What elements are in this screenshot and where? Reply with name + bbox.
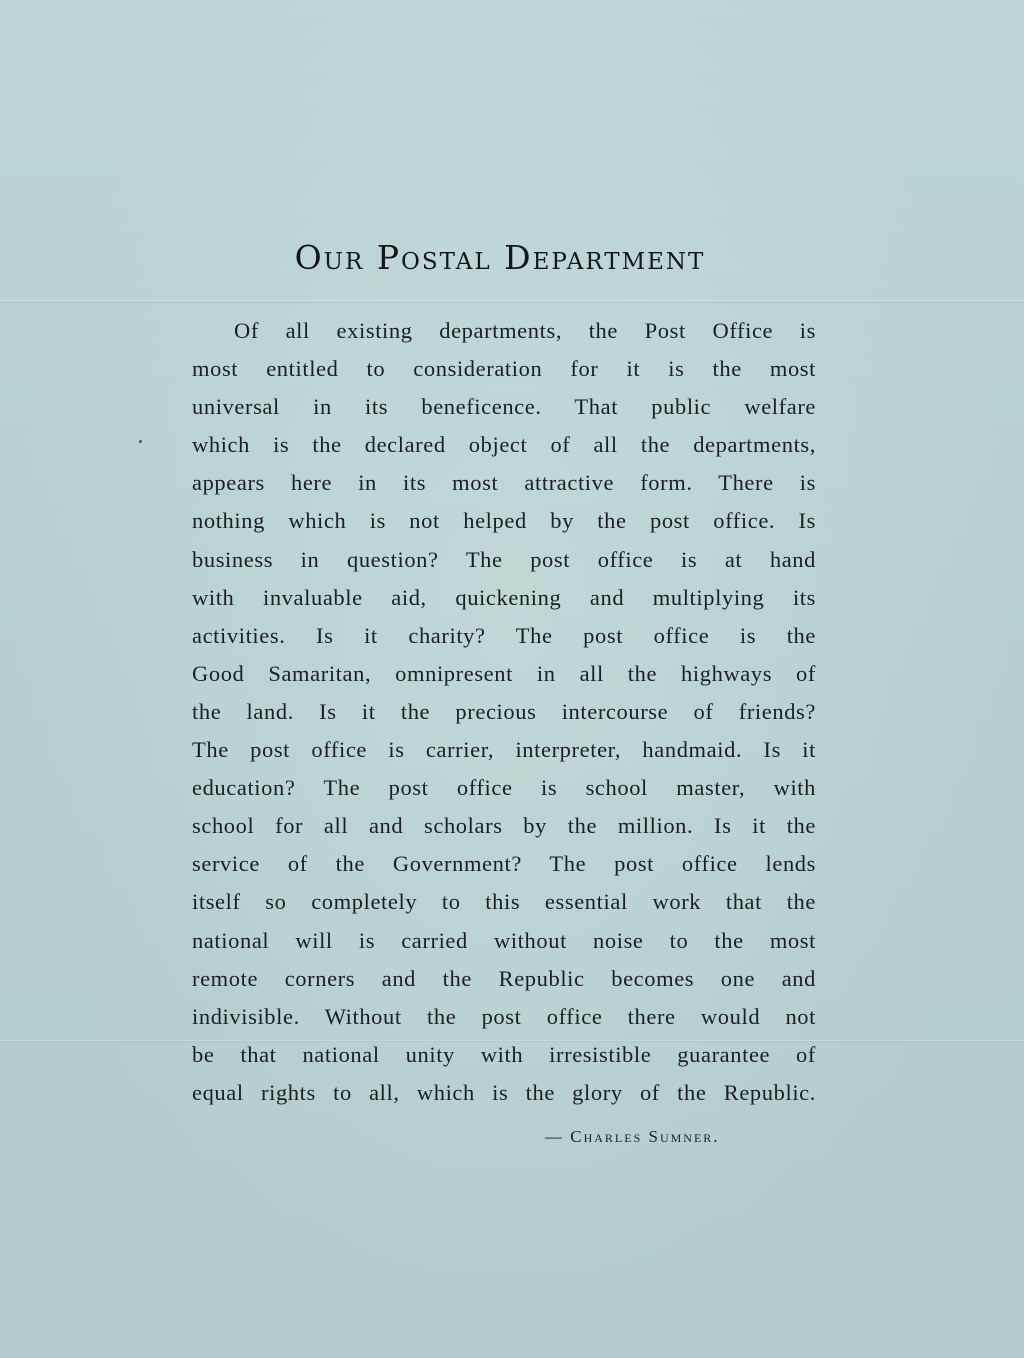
text-line: national will is carried without noise to the most — [192, 927, 816, 953]
text-line: itself so completely to this essential work that the — [192, 889, 816, 915]
attribution: — Charles Sumner. — [545, 1127, 720, 1146]
text-line: nothing which is not helped by the post office. Is — [192, 508, 816, 534]
text-line: education? The post office is school master, with — [192, 775, 816, 801]
text-line: the land. Is it the precious intercourse of friends? — [192, 698, 816, 724]
document-title: Our Postal Department — [294, 238, 706, 277]
text-line: The post office is carrier, interpreter, handmaid. Is it — [192, 737, 816, 763]
text-line: appears here in its most attractive form. There is — [192, 470, 816, 496]
text-line: universal in its beneficence. That public welfare — [192, 394, 816, 420]
text-line: service of the Government? The post office lends — [192, 851, 816, 877]
text-line: with invaluable aid, quickening and multiplying its — [192, 584, 816, 610]
paper-speck — [139, 440, 142, 443]
text-line: remote corners and the Republic becomes one and — [192, 965, 816, 991]
text-line: school for all and scholars by the million. Is it the — [192, 813, 816, 839]
text-line: most entitled to consideration for it is the most — [192, 356, 816, 382]
text-line: business in question? The post office is at hand — [192, 546, 816, 572]
paper-fold-upper — [0, 300, 1024, 303]
text-line: indivisible. Without the post office there would not — [192, 1003, 816, 1029]
text-line: equal rights to all, which is the glory of the Republic. — [192, 1079, 816, 1105]
text-line: be that national unity with irresistible guarantee of — [192, 1041, 816, 1067]
text-line: Of all existing departments, the Post Office is — [234, 318, 816, 343]
text-line: which is the declared object of all the departments, — [192, 432, 816, 458]
text-line: Good Samaritan, omnipresent in all the highways of — [192, 660, 816, 686]
body-paragraph — [192, 312, 816, 1112]
text-line: activities. Is it charity? The post office is the — [192, 622, 816, 648]
